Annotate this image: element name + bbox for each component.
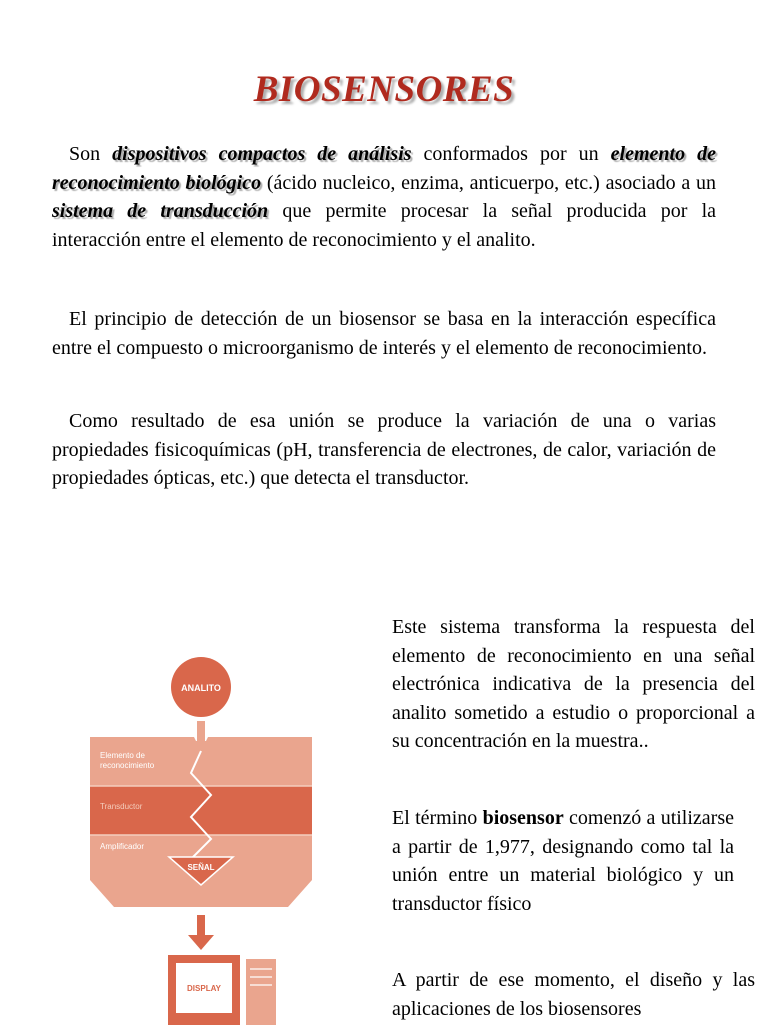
biosensor-term: biosensor bbox=[482, 807, 564, 829]
intro-paragraph bbox=[52, 140, 716, 254]
amplificador-label: Amplificador bbox=[100, 842, 145, 851]
intro-text-a: Son bbox=[69, 143, 113, 165]
system-text: Este sistema transforma la respuesta del elemento de reconocimiento en una señal electrónica indicativa de la presencia del analito sometido a estudio o proporcional a su concentración en la muestra.. bbox=[392, 616, 755, 752]
history-paragraph bbox=[392, 804, 734, 918]
design-paragraph bbox=[392, 966, 755, 1023]
arrow-shaft-2 bbox=[197, 915, 205, 937]
display-label: DISPLAY bbox=[187, 984, 221, 993]
intro-text-b: conformados por un bbox=[411, 143, 611, 165]
analito-label: ANALITO bbox=[181, 683, 221, 693]
principle-text: El principio de detección de un biosensor se basa en la interacción específica entre el compuesto o microorganismo de interés y el elemento de reconocimiento. bbox=[52, 308, 716, 359]
design-text: A partir de ese momento, el diseño y las aplicaciones de los biosensores bbox=[392, 969, 755, 1020]
reconocimiento-label: reconocimiento bbox=[100, 761, 155, 770]
intro-text-d: que permite procesar la señal producida por la interacción entre el elemento de reconocimiento y el analito. bbox=[52, 200, 716, 251]
emphasis-elemento: elemento de reconocimiento biológico bbox=[52, 143, 716, 194]
emphasis-dispositivos: dispositivos compactos de análisis bbox=[112, 143, 412, 165]
arrow-head-2 bbox=[188, 935, 214, 950]
senal-label: SEÑAL bbox=[187, 863, 215, 872]
principle-paragraph bbox=[52, 305, 716, 362]
emphasis-sistema: sistema de transducción bbox=[52, 200, 269, 222]
transductor-label: Transductor bbox=[100, 802, 143, 811]
elemento-label: Elemento de bbox=[100, 751, 145, 760]
result-paragraph bbox=[52, 407, 716, 493]
history-text-a: El término bbox=[392, 807, 483, 829]
system-paragraph bbox=[392, 613, 755, 756]
page-title: BIOSENSORES bbox=[253, 69, 515, 110]
arrow-shaft-1 bbox=[197, 721, 205, 743]
biosensor-diagram bbox=[88, 645, 358, 1025]
result-text: Como resultado de esa unión se produce la variación de una o varias propiedades fisicoquímicas (pH, transferencia de electrones, de calor, variación de propiedades ópticas, etc.) que detecta el transductor. bbox=[52, 410, 716, 489]
intro-text-c: (ácido nucleico, enzima, anticuerpo, etc.) asociado a un bbox=[261, 171, 716, 194]
history-text-b: comenzó a utilizarse a partir de 1,977, designando como tal la unión entre un material biológico y un transductor físico bbox=[392, 807, 734, 915]
